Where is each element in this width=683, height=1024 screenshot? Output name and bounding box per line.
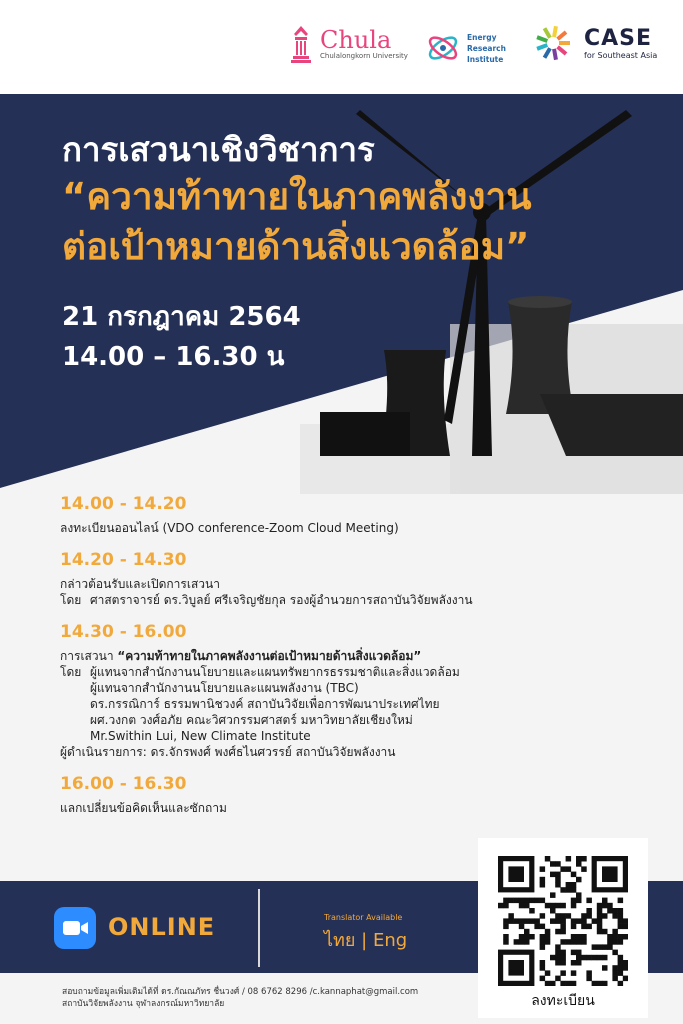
- event-title: [62, 128, 662, 272]
- by-label: โดย: [60, 665, 82, 679]
- chula-name: Chula: [320, 26, 392, 54]
- speaker: ผู้แทนจากสำนักงานนโยบายและแผนพลังงาน (TBC): [90, 681, 359, 695]
- title-line-3: ต่อเป้าหมายด้านสิ่งแวดล้อม”: [62, 225, 530, 268]
- schedule-slot: [60, 622, 660, 760]
- case-subtitle: for Southeast Asia: [584, 50, 658, 60]
- registration-qr-card[interactable]: [478, 838, 648, 1018]
- slot-text: กล่าวต้อนรับและเปิดการเสวนา: [60, 577, 220, 591]
- title-line-2: “ความท้าทายในภาคพลังงาน: [62, 175, 532, 218]
- slot-time: 14.30 - 16.00: [60, 622, 187, 642]
- case-sunburst-icon: [534, 24, 572, 62]
- speaker: ผศ.วงกต วงศ์อภัย คณะวิศวกรรมศาสตร์ มหาวิทยาลัยเชียงใหม่: [90, 713, 413, 727]
- translator-languages: ไทย | Eng: [324, 930, 408, 951]
- moderator: ผู้ดำเนินรายการ: ดร.จักรพงศ์ พงศ์ธไนศวรรย์ สถาบันวิจัยพลังงาน: [60, 745, 396, 759]
- slot-time: 16.00 - 16.30: [60, 774, 187, 794]
- eri-line1: Energy: [467, 32, 497, 42]
- title-line-1: การเสวนาเชิงวิชาการ: [62, 130, 375, 169]
- qr-caption: ลงทะเบียน: [531, 993, 595, 1009]
- eri-line2: Research: [467, 43, 506, 53]
- energy-research-institute-logo: [425, 28, 506, 68]
- speaker: ศาสตราจารย์ ดร.วิบูลย์ ศรีเจริญชัยกุล รองผู้อำนวยการสถาบันวิจัยพลังงาน: [90, 593, 473, 607]
- footer-line-1: สอบถามข้อมูลเพิ่มเติมได้ที่ ดร.กัณณภัทร ชื่นวงศ์ / 08 6762 8296 /c.kannaphat@gmail.com: [62, 987, 419, 997]
- by-label: โดย: [60, 593, 82, 607]
- slot-topic-row: [60, 648, 660, 664]
- divider: [258, 889, 260, 967]
- chula-subtitle: Chulalongkorn University: [320, 52, 408, 60]
- chula-logo: [288, 24, 408, 64]
- event-time: 14.00 – 16.30 น: [62, 342, 285, 372]
- speaker-list: [90, 664, 460, 744]
- case-logo: [534, 24, 657, 62]
- slot-by-row: [60, 592, 660, 608]
- qr-code-icon[interactable]: [498, 856, 628, 986]
- chula-emblem-icon: [288, 24, 314, 64]
- eri-line3: Institute: [467, 54, 504, 64]
- eri-emblem-icon: [425, 28, 461, 68]
- zoom-camera-icon: [54, 907, 96, 949]
- slot-by-row: [60, 664, 660, 744]
- slot-text: ลงทะเบียนออนไลน์ (VDO conference-Zoom Cloud Meeting): [60, 521, 399, 535]
- header-logo-bar: [0, 0, 683, 94]
- speaker: ดร.กรรณิการ์ ธรรมพานิชวงค์ สถาบันวิจัยเพื่อการพัฒนาประเทศไทย: [90, 697, 440, 711]
- schedule: [60, 494, 660, 830]
- event-date: 21 กรกฎาคม 2564: [62, 302, 301, 332]
- speaker: ผู้แทนจากสำนักงานนโยบายและแผนทรัพยากรธรรมชาติและสิ่งแวดล้อม: [90, 665, 460, 679]
- slot-time: 14.20 - 14.30: [60, 550, 187, 570]
- topic-prefix: การเสวนา: [60, 649, 118, 663]
- schedule-slot: [60, 494, 660, 536]
- footer-line-2: สถาบันวิจัยพลังงาน จุฬาลงกรณ์มหาวิทยาลัย: [62, 999, 225, 1009]
- case-name: CASE: [584, 25, 653, 51]
- footer-contact: [62, 986, 418, 1010]
- online-label: ONLINE: [108, 913, 216, 941]
- speaker: Mr.Swithin Lui, New Climate Institute: [90, 729, 311, 743]
- translator-label: Translator Available: [324, 913, 403, 922]
- schedule-slot: [60, 550, 660, 608]
- topic-title: “ความท้าทายในภาคพลังงานต่อเป้าหมายด้านสิ่งแวดล้อม”: [117, 649, 422, 663]
- schedule-slot: [60, 774, 660, 816]
- slot-text: แลกเปลี่ยนข้อคิดเห็นและซักถาม: [60, 801, 227, 815]
- slot-time: 14.00 - 14.20: [60, 494, 187, 514]
